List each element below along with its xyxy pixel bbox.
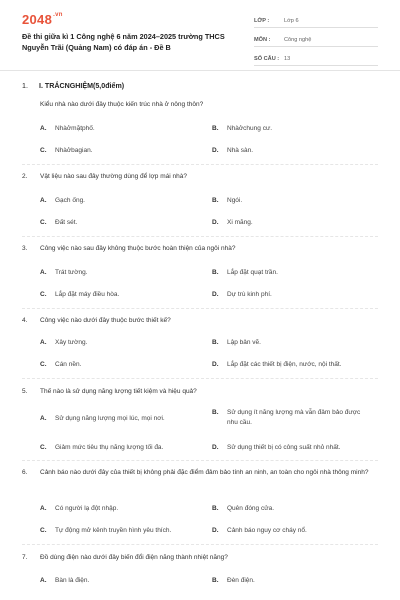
question-2 [22, 172, 386, 182]
option-2b[interactable] [212, 196, 377, 206]
option-6c[interactable] [40, 526, 208, 536]
option-letter: B. [212, 339, 219, 346]
option-letter: A. [40, 197, 47, 204]
meta-class-label: LỚP : [254, 17, 270, 24]
option-text: Đèn điện. [227, 577, 255, 584]
logo-text: 2048 [22, 12, 53, 27]
option-letter: B. [212, 125, 219, 132]
option-3b[interactable] [212, 268, 377, 278]
option-letter: C. [40, 527, 47, 534]
option-text: Tự động mở kênh truyền hình yêu thích. [55, 527, 172, 534]
option-text: Nhà sàn. [227, 147, 254, 154]
option-text: Lắp đặt máy điều hòa. [55, 291, 120, 298]
meta-count-value: 13 [284, 55, 291, 62]
option-letter: D. [212, 147, 219, 154]
option-letter: D. [212, 291, 219, 298]
option-letter: C. [40, 361, 47, 368]
question-4 [22, 316, 386, 326]
question-number: 6. [22, 469, 28, 476]
question-number: 5. [22, 388, 28, 395]
option-text: Nhàởchung cư. [227, 125, 273, 132]
option-1d[interactable] [212, 146, 377, 156]
option-text: Đất sét. [55, 219, 78, 226]
site-logo[interactable] [22, 12, 63, 27]
option-letter: A. [40, 125, 47, 132]
section-number: 1. [22, 82, 28, 90]
question-number: 3. [22, 245, 28, 252]
option-letter: C. [40, 147, 47, 154]
meta-subject-row [254, 33, 378, 47]
option-text: Quên đóng cửa. [227, 505, 274, 512]
question-text: Kiểu nhà nào dưới đây thuộc kiến trúc nhà ở nông thôn? [40, 101, 204, 108]
meta-subject-label: MÔN : [254, 36, 271, 43]
option-1a[interactable] [40, 124, 200, 134]
meta-subject-value: Công nghệ [284, 36, 312, 43]
option-4a[interactable] [40, 338, 200, 348]
question-text: Cảnh báo nào dưới đây của thiết bị không phải đặc điểm đảm bảo tính an ninh, an toàn cho ngôi nhà thông minh? [40, 469, 369, 476]
question-5 [22, 387, 386, 397]
section-heading [22, 82, 124, 90]
section-title: I. TRẮCNGHIỆM(5,0điểm) [39, 82, 125, 90]
option-text: Sử dụng năng lượng mọi lúc, mọi nơi. [55, 415, 165, 422]
option-text: Trát tường. [55, 269, 88, 276]
option-text: Bàn là điện. [55, 577, 90, 584]
option-letter: D. [212, 219, 219, 226]
question-divider [22, 378, 378, 379]
option-text: Cán nền. [55, 361, 82, 368]
option-1c[interactable] [40, 146, 200, 156]
option-5d[interactable] [212, 443, 387, 453]
question-divider [22, 308, 378, 309]
option-1b[interactable] [212, 124, 377, 134]
option-3d[interactable] [212, 290, 377, 300]
option-text: Lắp đặt quạt trần. [227, 269, 278, 276]
question-text: Đồ dùng điện nào dưới đây biến đổi điện năng thành nhiệt năng? [40, 554, 228, 561]
option-text: Nhàởmặtphố. [55, 125, 95, 132]
option-letter: A. [40, 505, 47, 512]
option-text: Xi măng. [227, 219, 253, 226]
option-7a[interactable] [40, 576, 200, 586]
option-5c[interactable] [40, 443, 205, 453]
option-text: Nhàởbagian. [55, 147, 93, 154]
meta-class-row [254, 14, 378, 28]
option-letter: C. [40, 219, 47, 226]
option-text: Dự trù kinh phí. [227, 291, 272, 298]
question-7 [22, 553, 386, 563]
option-text: Cảnh báo nguy cơ cháy nổ. [227, 527, 307, 534]
option-2c[interactable] [40, 218, 200, 228]
option-5a[interactable] [40, 414, 205, 424]
option-text: Sử dụng ít năng lượng mà vẫn đảm bảo được nhu cầu. [227, 409, 361, 426]
option-letter: C. [40, 291, 47, 298]
question-number: 2. [22, 173, 28, 180]
question-1 [22, 100, 386, 110]
option-letter: A. [40, 577, 47, 584]
option-3a[interactable] [40, 268, 200, 278]
option-4b[interactable] [212, 338, 377, 348]
meta-count-row [254, 52, 378, 66]
option-5b[interactable] [212, 408, 370, 427]
question-text: Thế nào là sử dụng năng lượng tiết kiệm và hiệu quả? [40, 388, 197, 395]
option-letter: B. [212, 409, 219, 416]
option-letter: D. [212, 361, 219, 368]
option-letter: D. [212, 444, 219, 451]
option-text: Ngói. [227, 197, 243, 204]
option-6b[interactable] [212, 504, 377, 514]
option-text: Lắp đặt các thiết bị điện, nước, nội thất. [227, 361, 342, 368]
question-divider [22, 236, 378, 237]
option-2d[interactable] [212, 218, 377, 228]
option-text: Có người lạ đột nhập. [55, 505, 119, 512]
question-divider [22, 164, 378, 165]
option-3c[interactable] [40, 290, 200, 300]
option-text: Sử dụng thiết bị có công suất nhỏ nhất. [227, 444, 341, 451]
option-letter: A. [40, 339, 47, 346]
meta-count-label: SỐ CÂU : [254, 55, 280, 62]
exam-meta [254, 14, 378, 71]
option-text: Giảm mức tiêu thụ năng lượng tối đa. [55, 444, 164, 451]
option-letter: C. [40, 444, 47, 451]
question-text: Vật liệu nào sau đây thường dùng để lợp mái nhà? [40, 173, 187, 180]
question-3 [22, 244, 386, 254]
question-text: Công việc nào sau đây không thuộc bước hoàn thiện của ngôi nhà? [40, 245, 236, 252]
option-6a[interactable] [40, 504, 205, 514]
option-letter: B. [212, 577, 219, 584]
option-text: Lập bản vẽ. [227, 339, 261, 346]
option-letter: B. [212, 197, 219, 204]
option-2a[interactable] [40, 196, 200, 206]
option-letter: A. [40, 269, 47, 276]
option-7b[interactable] [212, 576, 377, 586]
question-text: Công việc nào dưới đây thuộc bước thiết kế? [40, 317, 171, 324]
question-number: 4. [22, 317, 28, 324]
option-4c[interactable] [40, 360, 200, 370]
question-divider [22, 460, 378, 461]
meta-class-value: Lớp 6 [284, 17, 299, 24]
option-6d[interactable] [212, 526, 377, 536]
option-letter: A. [40, 415, 47, 422]
option-letter: B. [212, 269, 219, 276]
question-number: 7. [22, 554, 28, 561]
question-6 [22, 468, 386, 478]
option-letter: B. [212, 505, 219, 512]
page-header [0, 0, 400, 71]
option-4d[interactable] [212, 360, 387, 370]
option-letter: D. [212, 527, 219, 534]
option-text: Gạch ống. [55, 197, 85, 204]
option-text: Xây tường. [55, 339, 88, 346]
exam-title: Đề thi giữa kì 1 Công nghệ 6 năm 2024–2025 trường THCS Nguyễn Trãi (Quảng Nam) có đáp án - Đề B [22, 32, 225, 52]
logo-suffix: .vn [53, 12, 63, 18]
question-divider [22, 544, 378, 545]
